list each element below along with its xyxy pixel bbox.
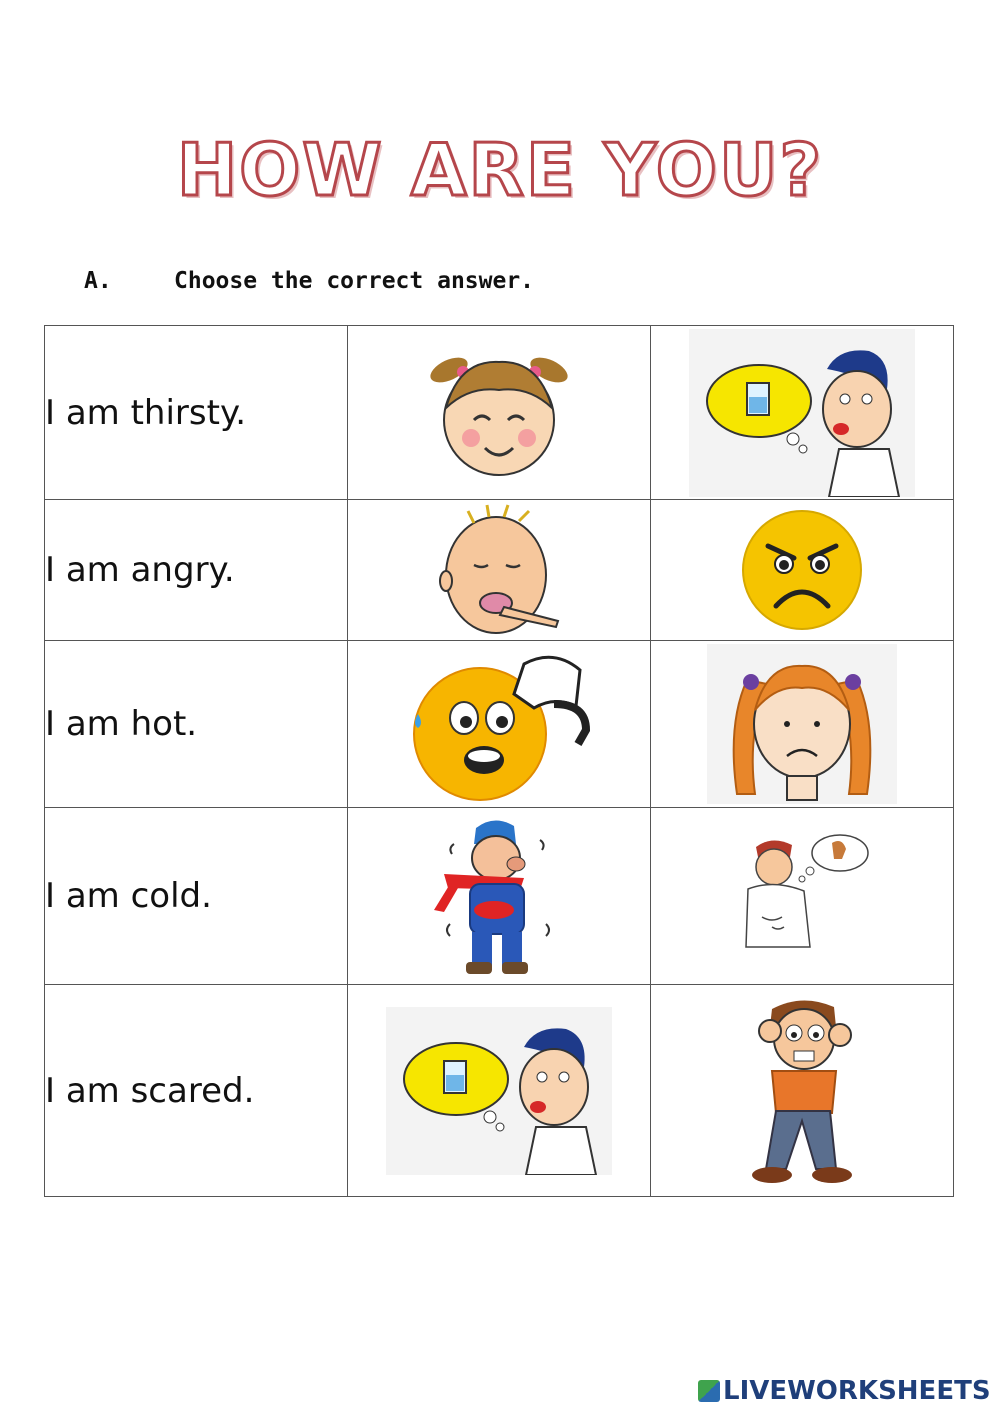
cold-shivering-man-icon[interactable] xyxy=(424,814,574,978)
option-a-cell[interactable] xyxy=(348,500,651,641)
option-a-cell[interactable] xyxy=(348,326,651,500)
table-row xyxy=(45,326,954,500)
table-row xyxy=(45,500,954,641)
sentence-cell: I am thirsty. xyxy=(45,326,348,500)
liveworksheets-logo-icon xyxy=(698,1380,720,1402)
hot-sweating-smiley-icon[interactable] xyxy=(404,644,594,804)
option-b-cell[interactable] xyxy=(651,326,954,500)
option-b-cell[interactable] xyxy=(651,500,954,641)
sentence-cell: I am scared. xyxy=(45,985,348,1197)
thirsty-boy-icon[interactable] xyxy=(689,329,915,497)
happy-girl-icon[interactable] xyxy=(419,338,579,488)
footer-brand xyxy=(698,1376,991,1406)
table-row xyxy=(45,808,954,985)
option-b-cell[interactable] xyxy=(651,808,954,985)
option-a-cell[interactable] xyxy=(348,641,651,808)
table-row xyxy=(45,641,954,808)
sentence-cell: I am hot. xyxy=(45,641,348,808)
instruction-text: Choose the correct answer. xyxy=(174,268,535,294)
option-b-cell[interactable] xyxy=(651,641,954,808)
instruction-letter: A. xyxy=(84,268,112,294)
sentence-cell: I am angry. xyxy=(45,500,348,641)
answer-table xyxy=(44,325,954,1197)
page-title: HOW ARE YOU? xyxy=(176,128,824,212)
scared-boy-icon[interactable] xyxy=(742,993,862,1189)
sentence-cell: I am cold. xyxy=(45,808,348,985)
thirsty-boy-icon[interactable] xyxy=(386,1007,612,1175)
hungry-boy-icon[interactable] xyxy=(732,831,872,961)
option-b-cell[interactable] xyxy=(651,985,954,1197)
instruction xyxy=(84,268,534,294)
hungry-face-icon[interactable] xyxy=(434,503,564,637)
table-row xyxy=(45,985,954,1197)
brand-text: LIVEWORKSHEETS xyxy=(723,1376,991,1406)
option-a-cell[interactable] xyxy=(348,808,651,985)
angry-smiley-icon[interactable] xyxy=(740,508,864,632)
option-a-cell[interactable] xyxy=(348,985,651,1197)
sad-girl-icon[interactable] xyxy=(707,644,897,804)
